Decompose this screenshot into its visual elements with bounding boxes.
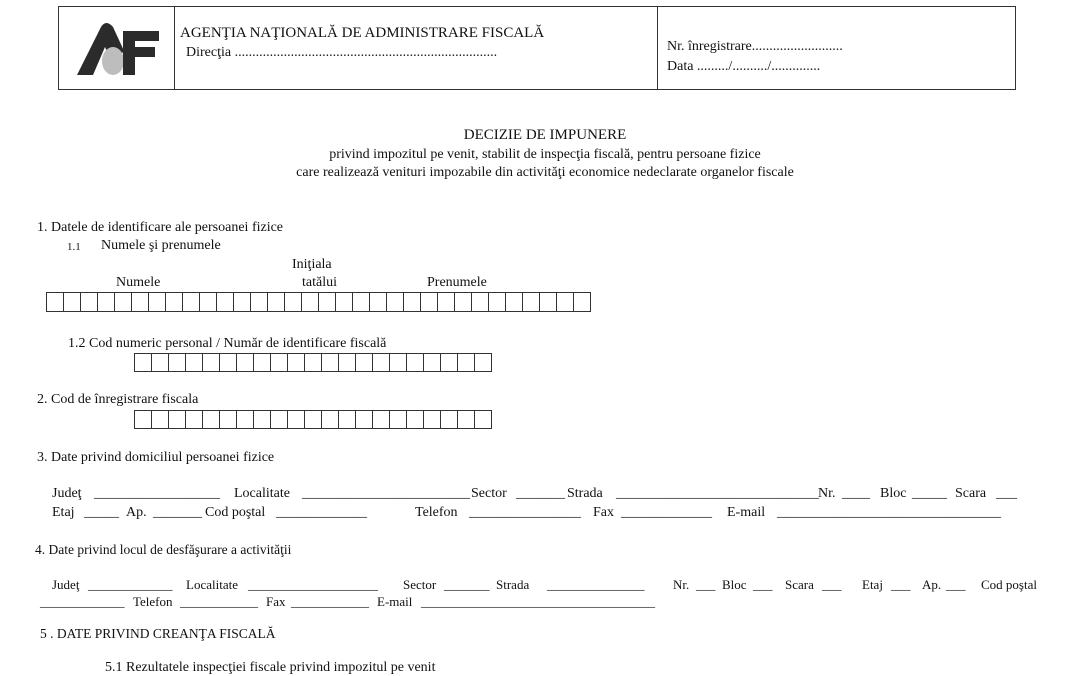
number-label: Nr. [818, 486, 836, 501]
phone-label: Telefon [133, 594, 173, 609]
floor-field[interactable]: _____ [84, 505, 119, 520]
phone-field[interactable]: ________________ [469, 505, 581, 520]
stair-field[interactable]: ___ [996, 486, 1017, 501]
character-box[interactable] [134, 353, 152, 372]
character-box[interactable] [457, 353, 475, 372]
character-box[interactable] [151, 410, 169, 429]
character-box[interactable] [386, 292, 404, 312]
character-box[interactable] [440, 410, 458, 429]
block-label: Bloc [722, 577, 747, 592]
character-box[interactable] [185, 410, 203, 429]
character-box[interactable] [287, 410, 305, 429]
character-box[interactable] [403, 292, 421, 312]
character-box[interactable] [474, 410, 492, 429]
father-initial-label: tatălui [302, 275, 337, 290]
name-subsection-label: Numele şi prenumele [101, 238, 221, 253]
county-label: Judeţ [52, 577, 80, 592]
character-box[interactable] [406, 353, 424, 372]
anaf-logo [73, 17, 163, 79]
character-box[interactable] [369, 292, 387, 312]
character-box[interactable] [202, 410, 220, 429]
document-subtitle: care realizează venituri impozabile din activităţi economice nedeclarate organelor fiscale [296, 165, 794, 180]
character-box[interactable] [236, 410, 254, 429]
character-box[interactable] [134, 410, 152, 429]
character-box[interactable] [301, 292, 319, 312]
block-field[interactable]: ___ [753, 577, 773, 592]
stair-field[interactable]: ___ [822, 577, 842, 592]
character-box[interactable] [437, 292, 455, 312]
postal-code-field[interactable]: _____________ [40, 594, 125, 609]
apartment-field[interactable]: _______ [153, 505, 202, 520]
locality-label: Localitate [186, 577, 238, 592]
character-box[interactable] [236, 353, 254, 372]
character-box[interactable] [505, 292, 523, 312]
phone-label: Telefon [415, 505, 458, 520]
character-box[interactable] [270, 410, 288, 429]
character-box[interactable] [471, 292, 489, 312]
character-box[interactable] [253, 410, 271, 429]
character-box[interactable] [267, 292, 285, 312]
block-label: Bloc [880, 486, 907, 501]
character-box[interactable] [539, 292, 557, 312]
character-box[interactable] [556, 292, 574, 312]
character-box[interactable] [287, 353, 305, 372]
county-field[interactable]: __________________ [94, 486, 220, 501]
last-name-label: Numele [116, 275, 161, 290]
sector-label: Sector [403, 577, 437, 592]
registration-date-field[interactable]: Data ........./........../.............. [667, 59, 821, 74]
street-label: Strada [567, 486, 603, 501]
character-box[interactable] [372, 353, 390, 372]
character-box[interactable] [454, 292, 472, 312]
character-box[interactable] [440, 353, 458, 372]
document-subtitle: privind impozitul pe venit, stabilit de inspecţia fiscală, pentru persoane fizice [329, 147, 761, 162]
section3-heading: 3. Date privind domiciliul persoanei fizice [37, 450, 275, 465]
character-box[interactable] [63, 292, 81, 312]
email-field[interactable]: ____________________________________ [421, 594, 655, 609]
apartment-field[interactable]: ___ [946, 577, 966, 592]
character-box[interactable] [202, 353, 220, 372]
number-label: Nr. [673, 577, 690, 592]
character-box[interactable] [488, 292, 506, 312]
character-box[interactable] [253, 353, 271, 372]
sector-label: Sector [471, 486, 507, 501]
apartment-label: Ap. [126, 505, 147, 520]
postal-code-label: Cod poştal [205, 505, 266, 520]
county-label: Judeţ [52, 486, 82, 501]
character-box[interactable] [321, 410, 339, 429]
stair-label: Scara [955, 486, 987, 501]
postal-code-field[interactable]: _____________ [276, 505, 367, 520]
stair-label: Scara [785, 577, 814, 592]
section5-subheading: 5.1 Rezultatele inspecţiei fiscale privind impozitul pe venit [105, 660, 436, 675]
character-box[interactable] [219, 353, 237, 372]
character-box[interactable] [573, 292, 591, 312]
character-box[interactable] [389, 410, 407, 429]
locality-label: Localitate [234, 486, 290, 501]
character-box[interactable] [335, 292, 353, 312]
section2-label: 2. Cod de înregistrare fiscala [37, 392, 199, 407]
fiscal-code-boxes[interactable] [135, 410, 492, 429]
character-box[interactable] [216, 292, 234, 312]
character-box[interactable] [457, 410, 475, 429]
character-box[interactable] [80, 292, 98, 312]
character-box[interactable] [185, 353, 203, 372]
cnp-character-boxes[interactable] [135, 353, 492, 372]
locality-field[interactable]: ____________________ [248, 577, 378, 592]
floor-label: Etaj [52, 505, 75, 520]
block-field[interactable]: _____ [912, 486, 947, 501]
character-box[interactable] [304, 410, 322, 429]
character-box[interactable] [321, 353, 339, 372]
character-box[interactable] [474, 353, 492, 372]
character-box[interactable] [199, 292, 217, 312]
number-field[interactable]: ___ [696, 577, 716, 592]
subsection-number: 1.1 [67, 241, 81, 253]
character-box[interactable] [168, 410, 186, 429]
character-box[interactable] [270, 353, 288, 372]
character-box[interactable] [372, 410, 390, 429]
character-box[interactable] [423, 353, 441, 372]
email-label: E-mail [377, 594, 413, 609]
character-box[interactable] [338, 410, 356, 429]
fax-label: Fax [266, 594, 286, 609]
character-box[interactable] [284, 292, 302, 312]
section5-heading: 5 . DATE PRIVIND CREANŢA FISCALĂ [40, 626, 276, 641]
sector-field[interactable]: _______ [444, 577, 490, 592]
form-header [58, 6, 1016, 90]
character-box[interactable] [406, 410, 424, 429]
character-box[interactable] [304, 353, 322, 372]
street-label: Strada [496, 577, 530, 592]
cnp-label: 1.2 Cod numeric personal / Număr de identificare fiscală [68, 336, 387, 351]
floor-label: Etaj [862, 577, 883, 592]
street-field[interactable]: _____________________________ [616, 486, 819, 501]
character-box[interactable] [420, 292, 438, 312]
character-box[interactable] [318, 292, 336, 312]
postal-code-label: Cod poştal [981, 577, 1037, 592]
character-box[interactable] [355, 353, 373, 372]
character-box[interactable] [338, 353, 356, 372]
apartment-label: Ap. [922, 577, 942, 592]
fax-label: Fax [593, 505, 614, 520]
character-box[interactable] [522, 292, 540, 312]
street-field[interactable]: _______________ [547, 577, 645, 592]
character-box[interactable] [352, 292, 370, 312]
name-character-boxes[interactable] [47, 292, 591, 312]
character-box[interactable] [423, 410, 441, 429]
section4-heading: 4. Date privind locul de desfăşurare a activităţii [35, 542, 292, 557]
character-box[interactable] [148, 292, 166, 312]
header-divider [174, 7, 175, 89]
character-box[interactable] [165, 292, 183, 312]
character-box[interactable] [219, 410, 237, 429]
character-box[interactable] [389, 353, 407, 372]
floor-field[interactable]: ___ [891, 577, 911, 592]
character-box[interactable] [233, 292, 251, 312]
character-box[interactable] [114, 292, 132, 312]
character-box[interactable] [46, 292, 64, 312]
sector-field[interactable]: _______ [516, 486, 565, 501]
agency-name: AGENŢIA NAŢIONALĂ DE ADMINISTRARE FISCALĂ [180, 25, 545, 41]
registration-number-field[interactable]: Nr. înregistrare.......................... [667, 39, 843, 54]
character-box[interactable] [355, 410, 373, 429]
character-box[interactable] [182, 292, 200, 312]
character-box[interactable] [250, 292, 268, 312]
character-box[interactable] [131, 292, 149, 312]
email-label: E-mail [727, 505, 766, 520]
document-title: DECIZIE DE IMPUNERE [463, 127, 627, 143]
phone-field[interactable]: ____________ [180, 594, 258, 609]
email-field[interactable]: ________________________________ [777, 505, 1001, 520]
first-name-label: Prenumele [427, 275, 487, 290]
county-field[interactable]: _____________ [88, 577, 173, 592]
header-divider [657, 7, 658, 89]
locality-field[interactable]: ________________________ [302, 486, 470, 501]
fax-field[interactable]: ____________ [291, 594, 369, 609]
character-box[interactable] [97, 292, 115, 312]
number-field[interactable]: ____ [842, 486, 870, 501]
direction-field[interactable]: Direcţia ........................................................................... [186, 45, 498, 60]
fax-field[interactable]: _____________ [621, 505, 712, 520]
character-box[interactable] [168, 353, 186, 372]
character-box[interactable] [151, 353, 169, 372]
father-initial-label: Iniţiala [292, 257, 332, 272]
section1-heading: 1. Datele de identificare ale persoanei fizice [37, 220, 284, 235]
